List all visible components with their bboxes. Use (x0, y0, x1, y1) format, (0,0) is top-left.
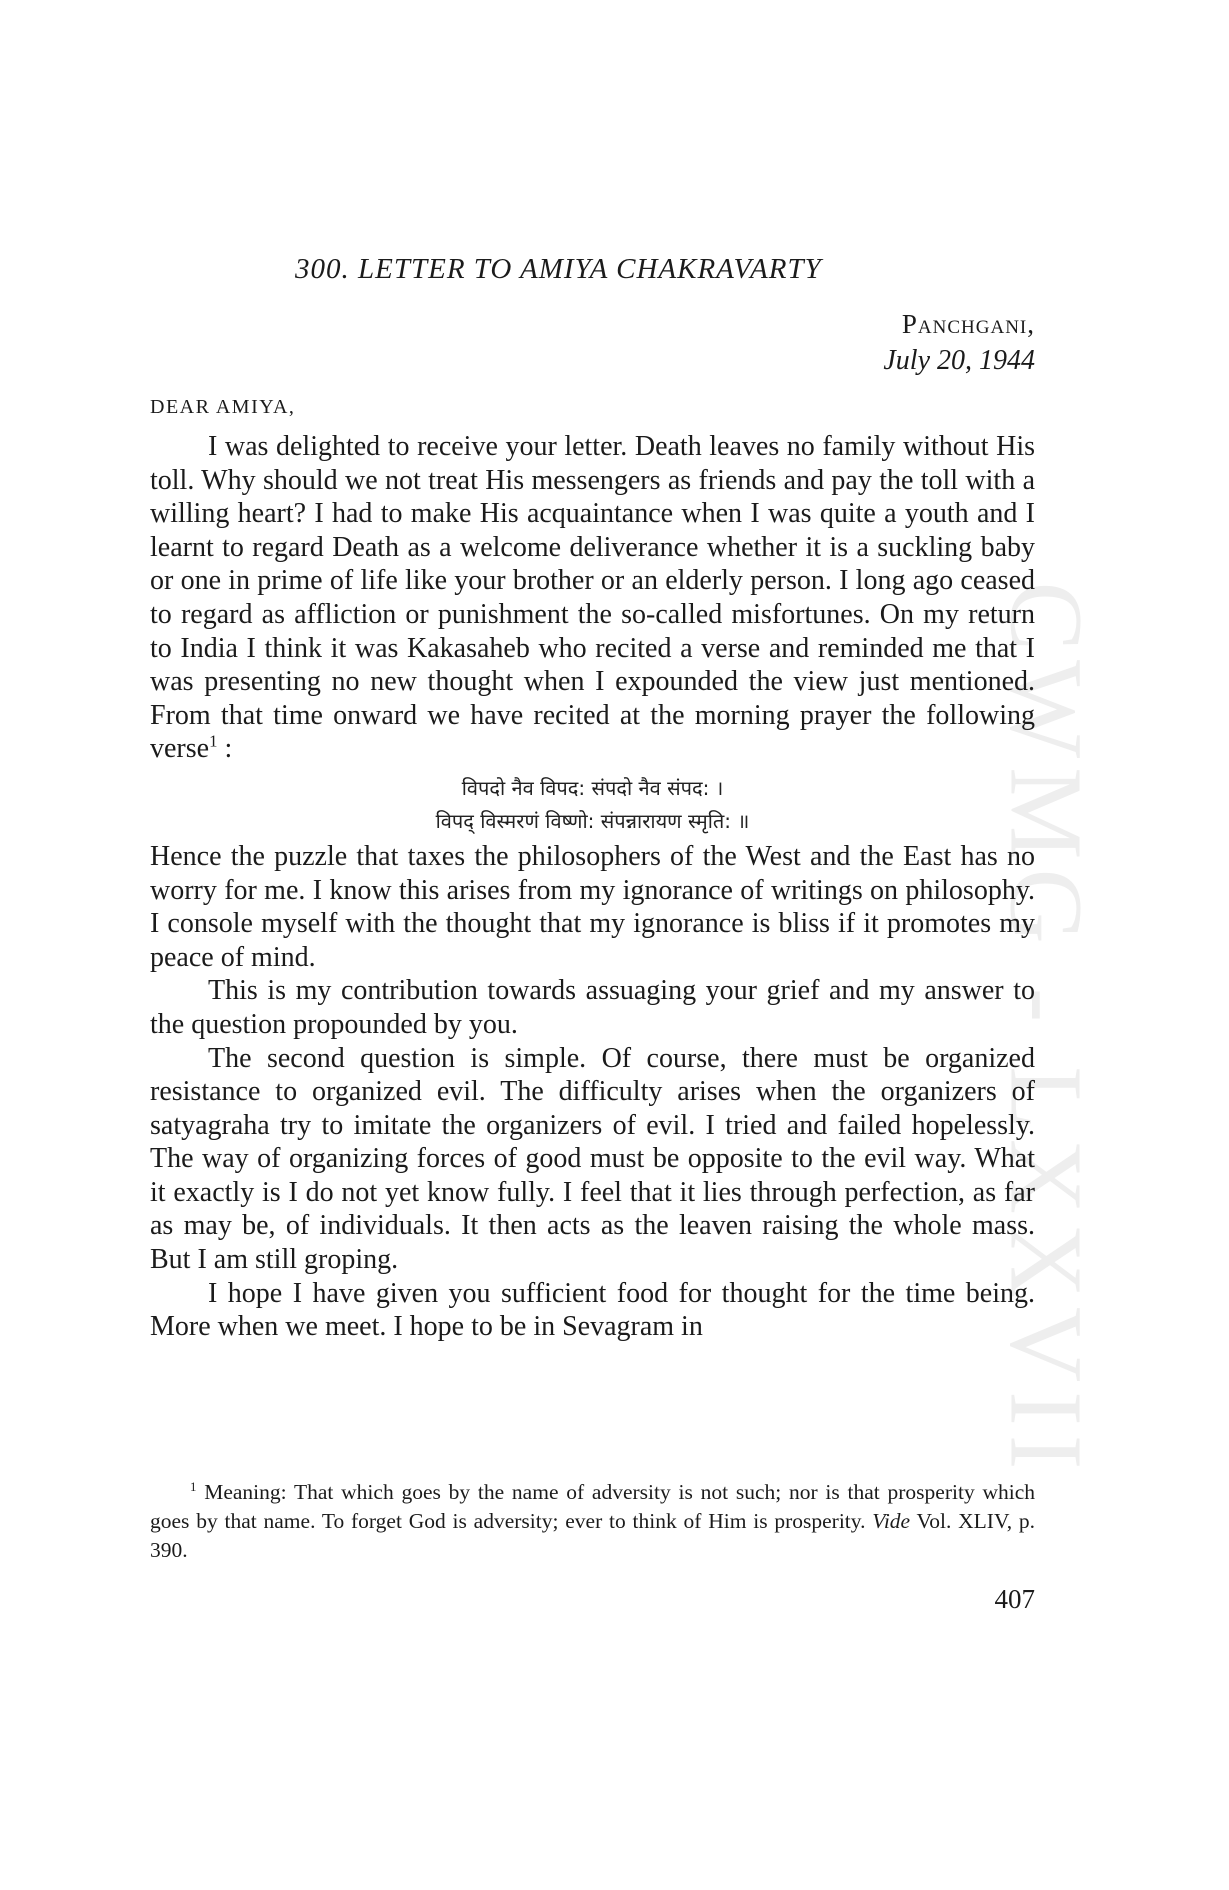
letter-place: Panchgani, (901, 309, 1035, 339)
paragraph-1-text: I was delighted to receive your letter. Death leaves no family without His toll. Why should we not treat His messengers as friends and pay the toll with a willing heart? I had to make His acquaintance when I was quite a youth and I learnt to regard Death as a welcome deliverance whether it is a suckling baby or one in prime of life like your brother or an elderly person. I long ago ceased to regard as affliction or punishment the so-called misfortunes. On my return to India I think it was Kakasaheb who recited a verse and reminded me that I was presenting no new thought when I expounded the view just mentioned. From that time onward we have recited at the morning prayer the following verse (150, 431, 1035, 765)
letter-body (150, 430, 1035, 1344)
footnote (150, 1478, 1035, 1565)
footnote-marker: 1 (190, 1479, 197, 1494)
paragraph-2: Hence the puzzle that taxes the philosophers of the West and the East has no worry for me. I know this arises from my ignorance of writings on philosophy. I console myself with the thought that my ignorance is bliss if it promotes my peace of mind. (150, 840, 1035, 973)
page-number: 407 (994, 1584, 1035, 1614)
footnote-body (150, 1478, 1035, 1565)
watermark-text: CWMG - LXXVII (988, 581, 1104, 1479)
paragraph-3: This is my contribution towards assuaging your grief and my answer to the question propounded by you. (150, 975, 1035, 1040)
footnote-reference: Vol. XLIV, p. 390. (150, 1509, 1036, 1562)
paragraph-4: The second question is simple. Of course, there must be organized resistance to organized evil. The difficulty arises when the organizers of satyagraha try to imitate the organizers of evil. I tried and failed hopelessly. The way of organizing forces of good must be opposite to the evil way. What it exactly is I do not yet know fully. I feel that it lies through perfection, as far as may be, of individuals. It then acts as the leaven raising the whole mass. But I am still groping. (150, 1042, 1035, 1276)
sanskrit-verse (150, 772, 1035, 838)
verse-line-1: विपदो नैव विपद: संपदो नैव संपद: । (461, 775, 724, 800)
verse-line-2: विपद् विस्मरणं विष्णो: संपन्नारायण स्मृति: ॥ (435, 808, 750, 833)
paragraph-1 (150, 430, 1035, 766)
letter-title: 300. LETTER TO AMIYA CHAKRAVARTY (295, 253, 822, 285)
paragraph-5: I hope I have given you sufficient food for thought for the time being. More when we meet. I hope to be in Sevagram in (150, 1277, 1035, 1343)
paragraph-1-end: : (217, 733, 233, 765)
footnote-ref: 1 (209, 732, 218, 752)
footnote-vide: Vide (872, 1509, 911, 1533)
letter-date: July 20, 1944 (883, 345, 1035, 376)
salutation: DEAR AMIYA, (150, 396, 296, 418)
footnote-text: Meaning: That which goes by the name of adversity is not such; nor is that prosperity which goes by that name. To forget God is adversity; ever to think of Him is prosperity. (150, 1480, 1035, 1533)
